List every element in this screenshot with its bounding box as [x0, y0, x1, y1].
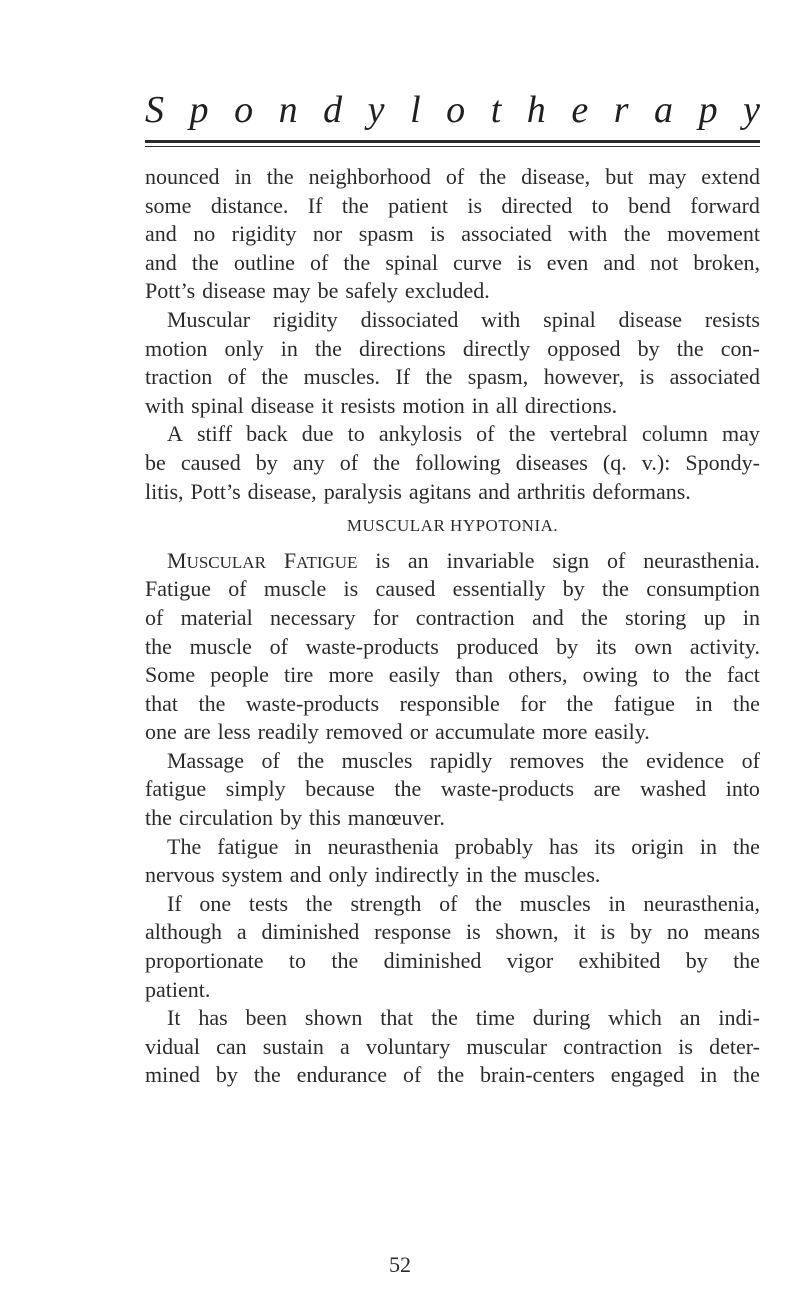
text-line: the muscle of waste-products produced by its own activity. [145, 633, 760, 659]
body-text [145, 163, 760, 1090]
text-line: The fatigue in neurasthenia probably has its origin in the [167, 833, 760, 859]
text-line: that the waste-products responsible for the fatigue in the [145, 690, 760, 716]
text-line: mined by the endurance of the brain-centers engaged in the [145, 1062, 760, 1088]
running-head-letter: r [613, 89, 629, 131]
running-head-letter: a [654, 89, 674, 131]
header-rule-thick [145, 140, 760, 143]
text-line: one are less readily removed or accumulate more easily. [145, 719, 650, 745]
running-head-letter: o [446, 89, 466, 131]
text-line: nounced in the neighborhood of the disease, but may extend [145, 164, 760, 189]
running-head-letter: p [698, 89, 718, 131]
text-line: with spinal disease it resists motion in all directions. [145, 392, 618, 418]
text-line: be caused by any of the following diseases (q. v.): Spondy- [145, 449, 760, 475]
paragraph [145, 1004, 760, 1090]
text-line: vidual can sustain a voluntary muscular contraction is deter- [145, 1033, 760, 1059]
paragraph [145, 747, 760, 833]
text-line: some distance. If the patient is directed to bend forward [145, 192, 760, 218]
text-line: although a diminished response is shown, it is by no means [145, 919, 760, 945]
text-line: the circulation by this manœuver. [145, 805, 445, 831]
text-line: It has been shown that the time during which an indi- [167, 1005, 760, 1031]
running-head-letter: p [189, 89, 209, 131]
text-line: motion only in the directions directly opposed by the con- [145, 335, 760, 361]
text-line: MUSCULAR FATIGUE is an invariable sign of neurasthenia. [145, 547, 760, 576]
paragraph [145, 420, 760, 506]
section-heading: MUSCULAR HYPOTONIA. [346, 516, 559, 536]
running-head-letter: t [490, 89, 502, 131]
text-line: nervous system and only indirectly in the muscles. [145, 862, 601, 888]
text-line: Some people tire more easily than others, owing to the fact [145, 662, 760, 688]
text-line: and no rigidity nor spasm is associated with the movement [145, 221, 760, 247]
running-head-letter: S [145, 89, 164, 131]
running-head-letter: y [367, 89, 385, 131]
paragraph [145, 890, 760, 1004]
text-line: Massage of the muscles rapidly removes the evidence of [167, 747, 760, 773]
text-line: fatigue simply because the waste-products are washed into [145, 776, 760, 802]
small-caps-lead: MUSCULAR [167, 547, 266, 573]
running-head-letter: e [571, 89, 589, 131]
running-head-letter: d [323, 89, 343, 131]
running-head-letter: o [234, 89, 254, 131]
text-line: Muscular rigidity dissociated with spinal disease resists [167, 306, 760, 332]
text-line: of material necessary for contraction and the storing up in [145, 604, 760, 630]
header-rule-thin [145, 146, 760, 147]
paragraph [145, 833, 760, 890]
page-number: 52 [389, 1252, 411, 1277]
text-line: and the outline of the spinal curve is even and not broken, [145, 249, 760, 275]
paragraph [145, 547, 760, 747]
running-head [145, 88, 760, 138]
running-head-letter: h [526, 89, 546, 131]
text-line: patient. [145, 976, 211, 1002]
paragraph [145, 306, 760, 420]
text-line: litis, Pott’s disease, paralysis agitans and arthritis deformans. [145, 478, 691, 504]
running-head-letter: y [743, 89, 760, 131]
text-line: If one tests the strength of the muscles in neurasthenia, [167, 890, 760, 916]
running-head-letter: l [410, 89, 421, 131]
paragraph [145, 163, 760, 306]
small-caps-lead: FATIGUE [283, 547, 358, 573]
text-line: Fatigue of muscle is caused essentially by the consumption [145, 576, 760, 602]
text-line: proportionate to the diminished vigor exhibited by the [145, 948, 760, 974]
running-head-letter: n [278, 89, 298, 131]
text-line: Pott’s disease may be safely excluded. [145, 278, 490, 304]
text-line: A stiff back due to ankylosis of the vertebral column may [167, 421, 760, 447]
text-line: traction of the muscles. If the spasm, however, is associated [145, 364, 760, 390]
